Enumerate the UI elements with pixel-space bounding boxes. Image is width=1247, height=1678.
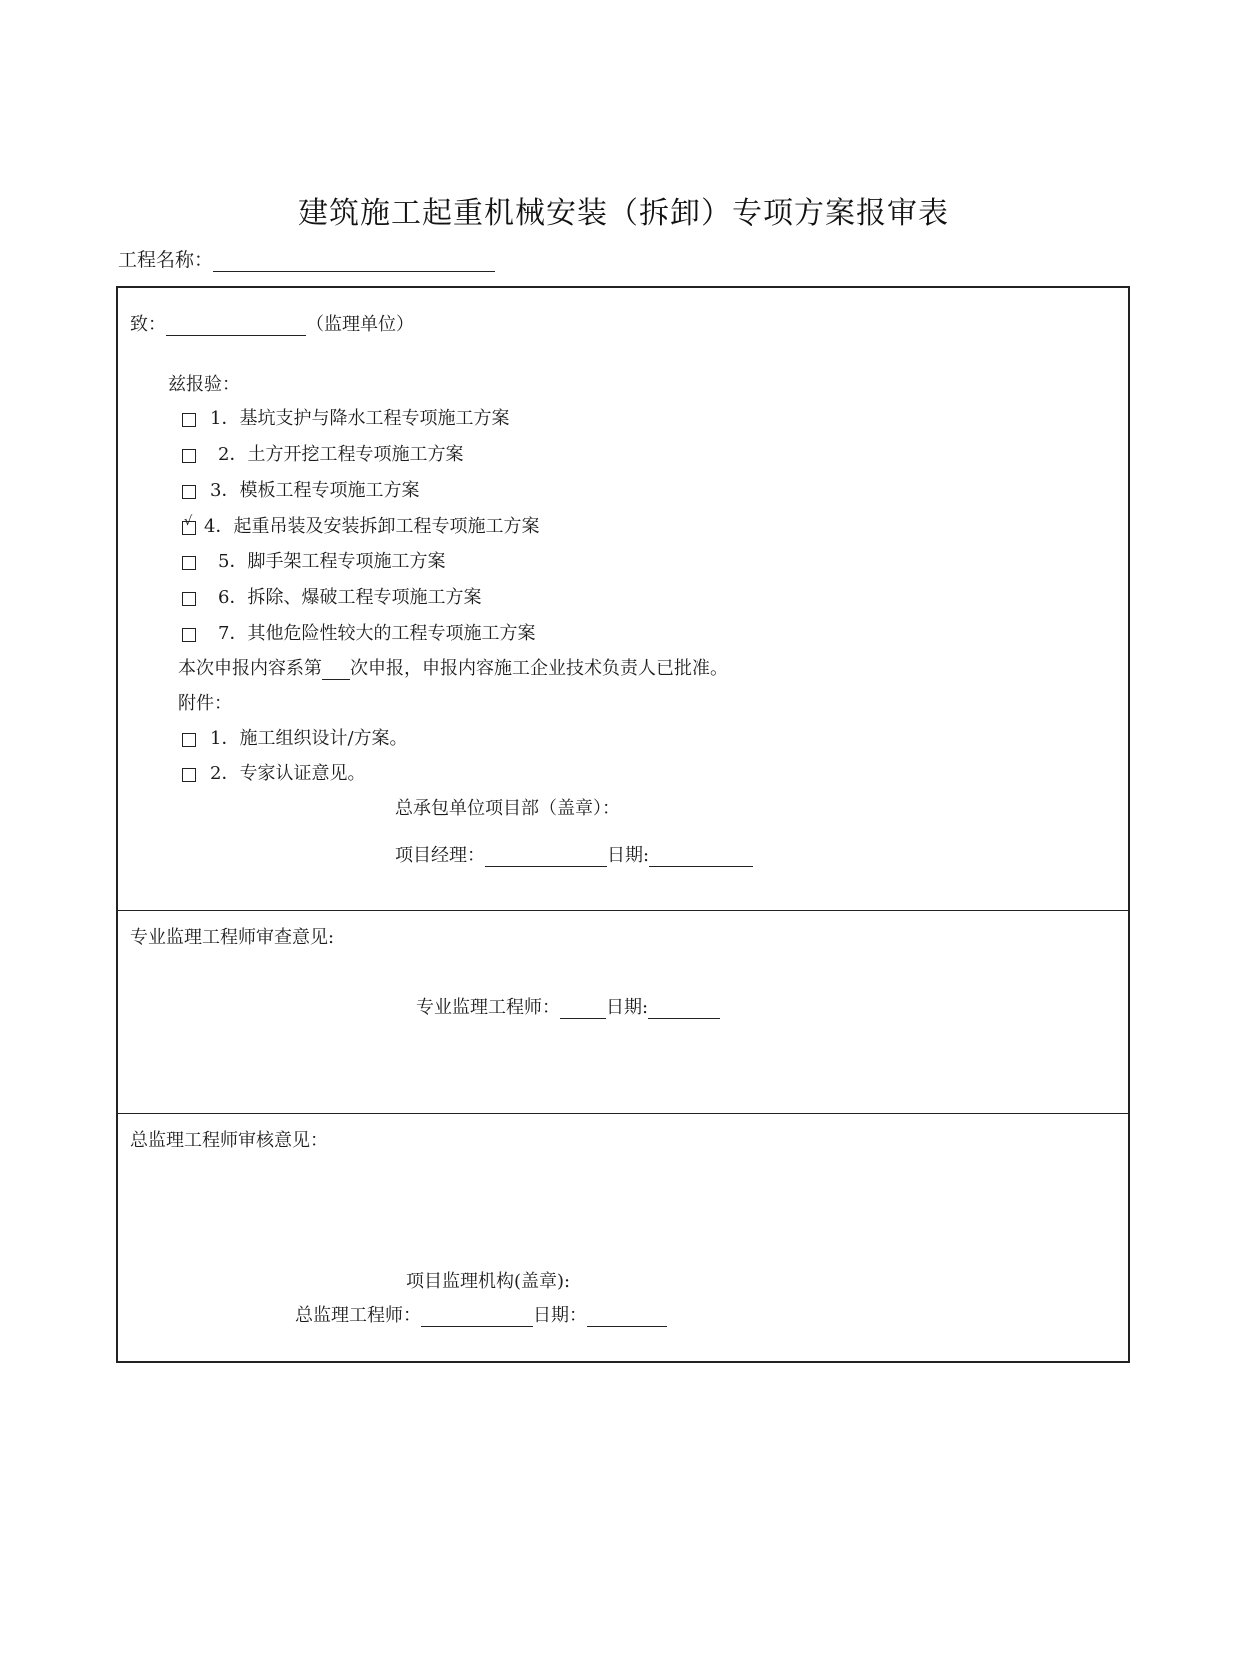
engineer-label: 专业监理工程师： <box>416 997 560 1018</box>
item-1-label: 基坑支护与降水工程专项施工方案 <box>239 408 510 429</box>
item-6-label: 拆除、爆破工程专项施工方案 <box>247 587 482 608</box>
declaration-prefix: 本次申报内容系第 <box>178 658 322 679</box>
attachment-row-1[interactable]: 1． 施工组织设计/方案。 <box>182 724 408 750</box>
engineer-review-section <box>118 911 1128 1114</box>
item-6-checkbox[interactable] <box>182 592 196 606</box>
attachment-row-2[interactable]: 2． 专家认证意见。 <box>182 759 365 785</box>
supervision-unit-field[interactable] <box>166 315 306 336</box>
item-row-2[interactable]: 2． 土方开挖工程专项施工方案 <box>182 440 463 466</box>
engineer-date-field[interactable] <box>648 998 720 1019</box>
form-title: 建筑施工起重机械安装（拆卸）专项方案报审表 <box>298 196 949 231</box>
to-suffix: （监理单位） <box>306 314 414 335</box>
project-name-row <box>118 245 495 272</box>
review-form-table <box>116 286 1130 1363</box>
item-1-checkbox[interactable] <box>182 413 196 427</box>
item-row-5[interactable]: 5． 脚手架工程专项施工方案 <box>182 547 445 573</box>
declaration-suffix: 次申报，申报内容施工企业技术负责人已批准。 <box>350 658 728 679</box>
chief-label: 总监理工程师： <box>295 1305 421 1326</box>
supervision-seal-label: 项目监理机构(盖章): <box>406 1271 571 1292</box>
item-5-checkbox[interactable] <box>182 556 196 570</box>
declaration-row <box>178 654 728 680</box>
engineer-field[interactable] <box>560 998 606 1019</box>
project-name-label: 工程名称： <box>118 249 214 271</box>
item-2-checkbox[interactable] <box>182 449 196 463</box>
submission-count-field[interactable] <box>322 661 350 680</box>
item-2-label: 土方开挖工程专项施工方案 <box>247 444 464 465</box>
item-3-label: 模板工程专项施工方案 <box>239 480 420 501</box>
chief-sign-row <box>295 1301 667 1327</box>
chief-field[interactable] <box>421 1306 533 1327</box>
attachment-2-checkbox[interactable] <box>182 768 196 782</box>
manager-date-field[interactable] <box>649 846 753 867</box>
item-5-label: 脚手架工程专项施工方案 <box>247 551 446 572</box>
chief-review-section <box>118 1114 1128 1363</box>
to-row <box>130 310 414 336</box>
chief-review-heading: 总监理工程师审核意见： <box>130 1130 328 1151</box>
item-4-label: 起重吊装及安装拆卸工程专项施工方案 <box>233 516 540 537</box>
engineer-date-label: 日期: <box>606 997 649 1018</box>
item-7-checkbox[interactable] <box>182 628 196 642</box>
attachment-1-label: 施工组织设计/方案。 <box>239 728 408 749</box>
manager-field[interactable] <box>485 846 607 867</box>
to-label: 致： <box>130 314 166 335</box>
item-row-6[interactable]: 6． 拆除、爆破工程专项施工方案 <box>182 583 481 609</box>
report-heading: 兹报验： <box>168 374 240 395</box>
item-3-checkbox[interactable] <box>182 485 196 499</box>
attachment-2-label: 专家认证意见。 <box>239 763 366 784</box>
item-row-1[interactable]: 1． 基坑支护与降水工程专项施工方案 <box>182 404 509 430</box>
submission-section <box>118 288 1128 911</box>
attachment-1-checkbox[interactable] <box>182 733 196 747</box>
item-row-7[interactable]: 7． 其他危险性较大的工程专项施工方案 <box>182 619 535 645</box>
manager-label: 项目经理： <box>395 845 485 866</box>
contractor-seal-label: 总承包单位项目部（盖章）： <box>395 798 620 819</box>
project-name-field[interactable] <box>213 251 495 272</box>
engineer-sign-row <box>416 993 720 1019</box>
attachments-heading: 附件： <box>178 693 232 714</box>
manager-date-label: 日期: <box>607 845 650 866</box>
item-7-label: 其他危险性较大的工程专项施工方案 <box>247 623 536 644</box>
manager-sign-row <box>395 841 753 867</box>
chief-date-label: 日期： <box>533 1305 587 1326</box>
chief-date-field[interactable] <box>587 1306 667 1327</box>
item-4-checkbox[interactable] <box>182 521 196 535</box>
engineer-review-heading: 专业监理工程师审查意见: <box>130 927 335 948</box>
item-row-3[interactable]: 3． 模板工程专项施工方案 <box>182 476 419 502</box>
item-row-4[interactable]: √ 4． 起重吊装及安装拆卸工程专项施工方案 <box>182 512 539 538</box>
